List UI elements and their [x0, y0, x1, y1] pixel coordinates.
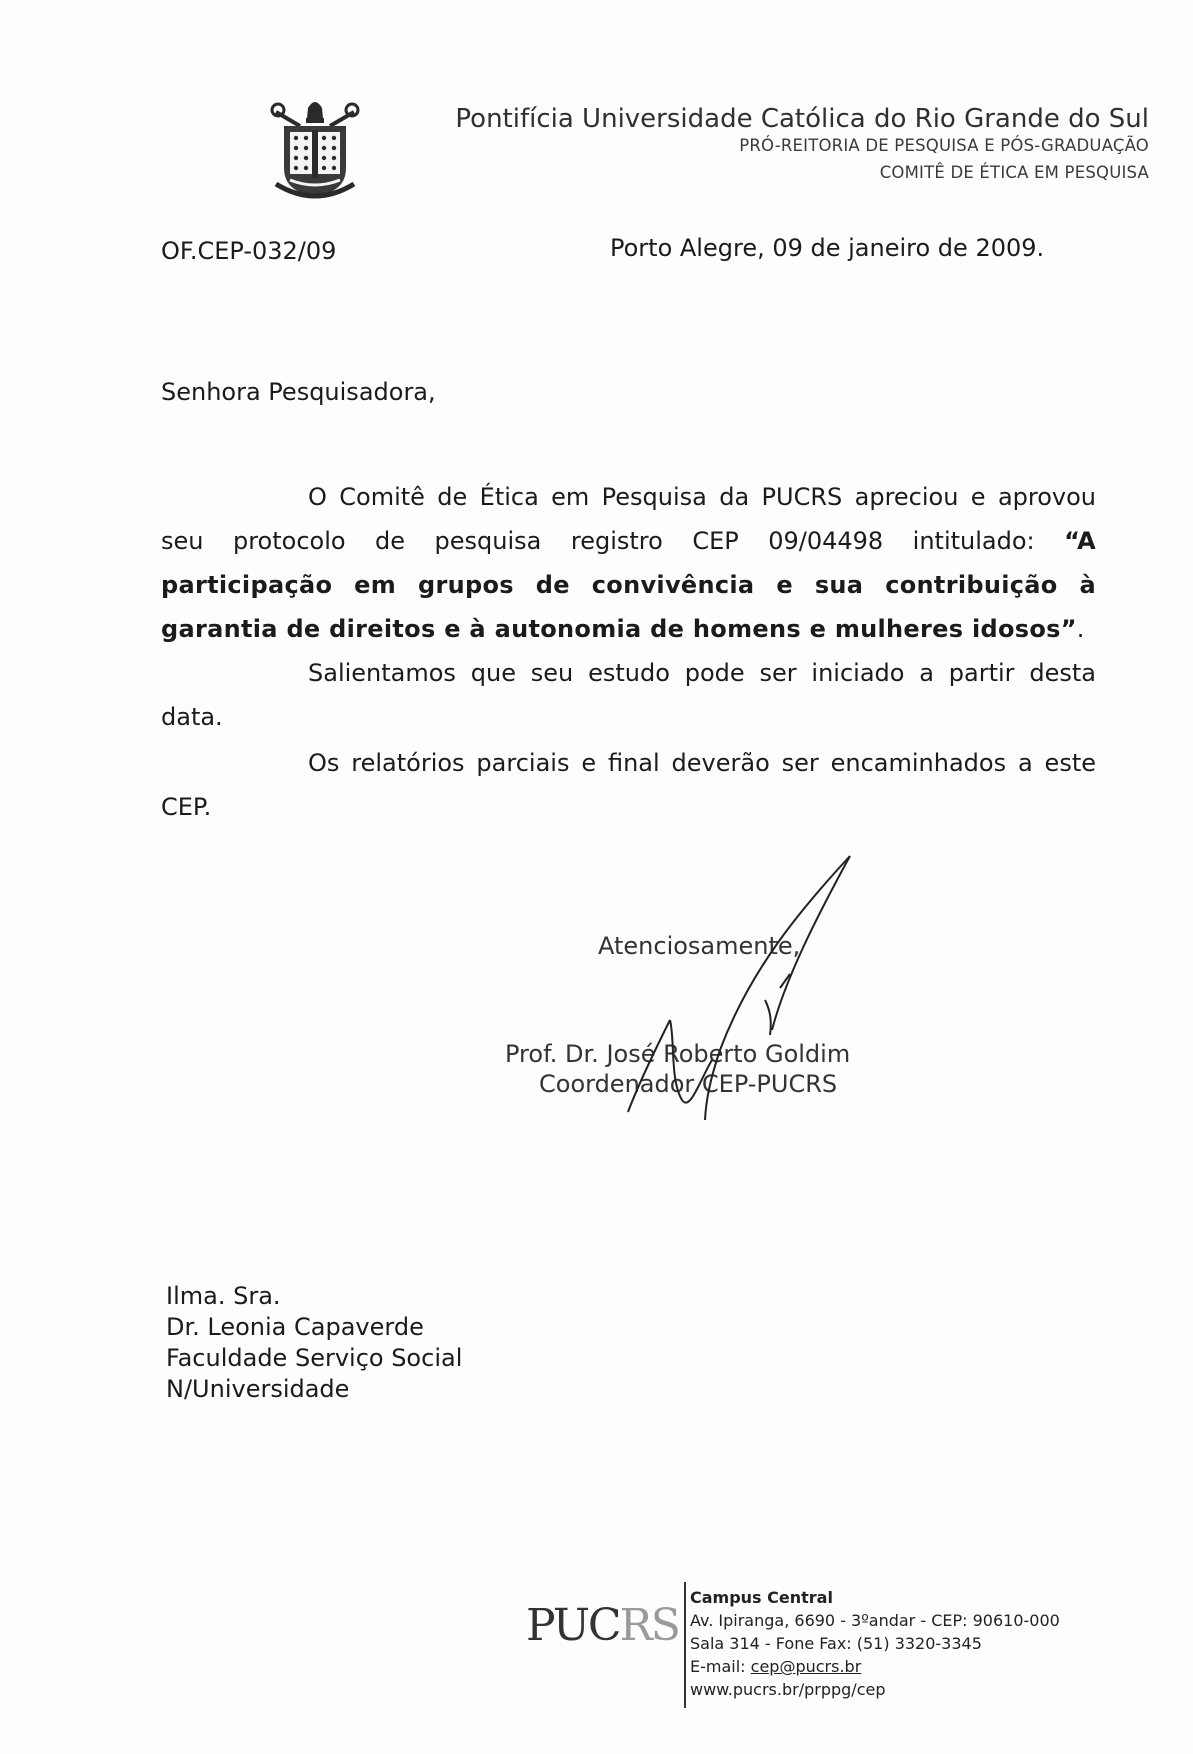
paragraph-reports: Os relatórios parciais e final deverão ser encaminhados a este CEP. [161, 749, 1096, 821]
campus-name: Campus Central [690, 1588, 833, 1607]
recipient-name: Dr. Leonia Capaverde [166, 1313, 424, 1341]
handwritten-signature-icon [600, 850, 860, 1130]
salutation: Senhora Pesquisadora, [161, 378, 436, 406]
email-line [690, 1655, 1060, 1678]
signer-name: Prof. Dr. José Roberto Goldim [505, 1040, 851, 1068]
approval-text: O Comitê de Ética em Pesquisa da PUCRS apreciou e aprovou seu protocolo de pesquisa registro CEP 09/04498 intitulado: [161, 483, 1096, 555]
recipient-title: Ilma. Sra. [166, 1282, 281, 1310]
recipient-faculty: Faculdade Serviço Social [166, 1344, 463, 1372]
paragraph-start: Salientamos que seu estudo pode ser iniciado a partir desta data. [161, 659, 1096, 731]
research-title: “A participação em grupos de convivência e sua contribuição à garantia de direitos e à autonomia de homens e mulheres idosos” [161, 527, 1096, 643]
pucrs-logo [526, 1600, 679, 1651]
recipient-block [166, 1281, 462, 1405]
paragraph-approval [161, 475, 1096, 651]
department-name: PRÓ-REITORIA DE PESQUISA E PÓS-GRADUAÇÃO [739, 136, 1149, 155]
website-link[interactable]: www.pucrs.br/prppg/cep [690, 1680, 886, 1699]
letter-date: Porto Alegre, 09 de janeiro de 2009. [610, 234, 1045, 262]
institution-name: Pontifícia Universidade Católica do Rio Grande do Sul [455, 104, 1149, 134]
footer-divider [684, 1582, 686, 1708]
letter-body [161, 475, 1096, 829]
room-phone: Sala 314 - Fone Fax: (51) 3320-3345 [690, 1634, 982, 1653]
closing: Atenciosamente, [598, 932, 801, 960]
recipient-university: N/Universidade [166, 1375, 350, 1403]
pucrs-logo-accent: RS [619, 1600, 679, 1651]
document-reference: OF.CEP-032/09 [161, 237, 337, 265]
email-link[interactable]: cep@pucrs.br [750, 1657, 862, 1676]
approval-period: . [1076, 615, 1085, 643]
signer-role: Coordenador CEP-PUCRS [539, 1070, 838, 1098]
email-label: E-mail: [690, 1657, 751, 1676]
footer-contact [690, 1586, 1060, 1701]
pucrs-logo-main: PUC [526, 1600, 620, 1651]
campus-address: Av. Ipiranga, 6690 - 3ºandar - CEP: 90610-000 [690, 1611, 1060, 1630]
university-crest-icon [270, 96, 360, 204]
committee-name: COMITÊ DE ÉTICA EM PESQUISA [879, 163, 1149, 182]
